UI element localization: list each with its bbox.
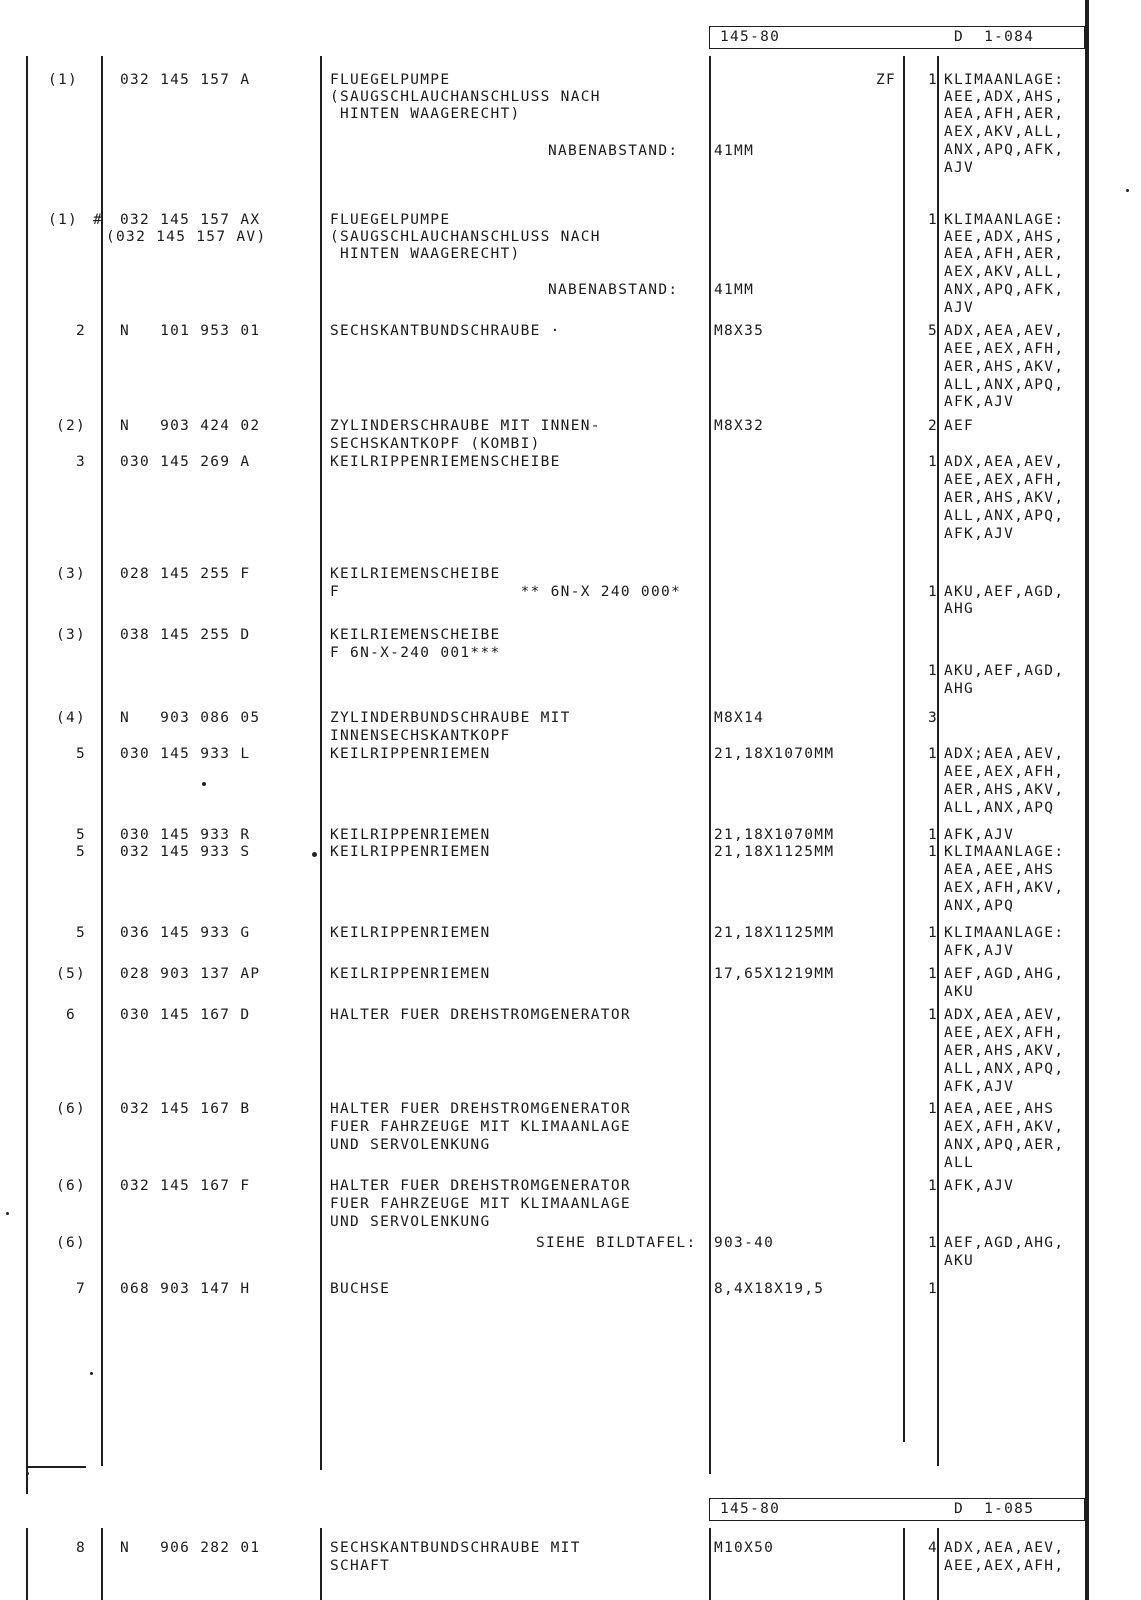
remark-line: AEA,AEE,AHS <box>944 1101 1055 1117</box>
part-number: 030 145 269 A <box>120 454 251 470</box>
quantity: 1 <box>928 454 939 470</box>
remark-line: ADX,AEA,AEV, <box>944 454 1065 470</box>
remark-line: ALL,ANX,APQ, <box>944 1061 1065 1077</box>
part-number: 032 145 933 S <box>120 844 251 860</box>
quantity: 1 <box>928 1101 939 1117</box>
quantity: 1 <box>928 584 939 600</box>
remark-line: AEA,AFH,AER, <box>944 106 1065 122</box>
remark-line: ALL,ANX,APQ <box>944 800 1055 816</box>
quantity: 1 <box>928 1178 939 1194</box>
remark-line: ADX,AEA,AEV, <box>944 323 1065 339</box>
description-line: (SAUGSCHLAUCHANSCHLUSS NACH <box>330 229 601 245</box>
remark-line: ADX,AEA,AEV, <box>944 1007 1065 1023</box>
quantity: 1 <box>928 1007 939 1023</box>
column-divider <box>709 1528 711 1600</box>
remark-line: AFK,AJV <box>944 526 1015 542</box>
description-line: F ** 6N-X 240 000* <box>330 584 682 600</box>
remark-line: ALL <box>944 1155 975 1171</box>
remark-line: KLIMAANLAGE: <box>944 212 1065 228</box>
position-number: (2) <box>56 418 87 434</box>
remark-line: AHG <box>944 681 975 697</box>
description-line: KEILRIEMENSCHEIBE <box>330 566 501 582</box>
position-number: (6) <box>56 1235 87 1251</box>
remark-line: AEF <box>944 418 975 434</box>
part-number: 038 145 255 D <box>120 627 251 643</box>
remark-line: ALL,ANX,APQ, <box>944 377 1065 393</box>
page-header-bottom <box>709 1498 1085 1521</box>
section-bottom-border <box>26 1466 86 1468</box>
specification: 21,18X1125MM <box>714 844 835 860</box>
description-line: INNENSECHSKANTKOPF <box>330 728 511 744</box>
position-number: (3) <box>56 566 87 582</box>
description-line: HINTEN WAAGERECHT) <box>330 106 521 122</box>
part-number: 028 145 255 F <box>120 566 251 582</box>
description-line: ZYLINDERSCHRAUBE MIT INNEN- <box>330 418 601 434</box>
header-group-number: 145-80 <box>720 29 781 45</box>
scan-speck <box>90 1372 93 1375</box>
description-line: SECHSKANTBUNDSCHRAUBE · <box>330 323 561 339</box>
page-header-top <box>709 26 1085 49</box>
specification: 903-40 <box>714 1235 775 1251</box>
quantity: 1 <box>928 746 939 762</box>
column-divider <box>937 1528 939 1600</box>
quantity: 1 <box>928 827 939 843</box>
remark-line: KLIMAANLAGE: <box>944 844 1065 860</box>
description-line: NABENABSTAND: <box>548 282 679 298</box>
column-divider <box>26 1528 28 1600</box>
description-line: HALTER FUER DREHSTROMGENERATOR <box>330 1178 631 1194</box>
remark-line: AFK,AJV <box>944 394 1015 410</box>
quantity: 1 <box>928 1281 939 1297</box>
position-number: (1) <box>48 72 79 88</box>
quantity: 2 <box>928 418 939 434</box>
part-number: N 903 424 02 <box>120 418 261 434</box>
remark-line: AEE,AEX,AFH, <box>944 1025 1065 1041</box>
remark-line: AFK,AJV <box>944 1079 1015 1095</box>
column-divider <box>709 56 711 1474</box>
remark-line: AEF,AGD,AHG, <box>944 1235 1065 1251</box>
remark-line: AKU <box>944 1253 975 1269</box>
specification: M10X50 <box>714 1540 775 1556</box>
part-number: 030 145 933 R <box>120 827 251 843</box>
remark-line: AEE,ADX,AHS, <box>944 229 1065 245</box>
remark-line: KLIMAANLAGE: <box>944 925 1065 941</box>
quantity: 1 <box>928 844 939 860</box>
specification: 21,18X1070MM <box>714 827 835 843</box>
column-divider <box>903 1528 905 1600</box>
description-line: SECHSKANTBUNDSCHRAUBE MIT <box>330 1540 581 1556</box>
part-number: 036 145 933 G <box>120 925 251 941</box>
description-line: SCHAFT <box>330 1558 391 1574</box>
part-number: 032 145 167 F <box>120 1178 251 1194</box>
header-page-number: D 1-085 <box>954 1501 1035 1517</box>
position-number: 5 <box>76 746 87 762</box>
remark-line: AEX,AFH,AKV, <box>944 880 1065 896</box>
part-number: 030 145 933 L <box>120 746 251 762</box>
remark-line: AEX,AKV,ALL, <box>944 264 1065 280</box>
description-line: KEILRIPPENRIEMEN <box>330 746 491 762</box>
quantity: 1 <box>928 1235 939 1251</box>
scan-speck <box>26 1472 29 1475</box>
position-number: 2 <box>76 323 87 339</box>
remark-line: AFK,AJV <box>944 827 1015 843</box>
remark-line: AFK,AJV <box>944 1178 1015 1194</box>
remark-line: AER,AHS,AKV, <box>944 782 1065 798</box>
description-line: HINTEN WAAGERECHT) <box>330 246 521 262</box>
description-line: FUER FAHRZEUGE MIT KLIMAANLAGE <box>330 1119 631 1135</box>
specification: 17,65X1219MM <box>714 966 835 982</box>
remark-line: ANX,APQ,AFK, <box>944 142 1065 158</box>
quantity: 1 <box>928 72 939 88</box>
part-number: N 101 953 01 <box>120 323 261 339</box>
remark-line: AEE,ADX,AHS, <box>944 89 1065 105</box>
scan-speck <box>312 852 317 857</box>
specification: M8X35 <box>714 323 765 339</box>
quantity: 1 <box>928 212 939 228</box>
description-line: KEILRIPPENRIEMEN <box>330 925 491 941</box>
position-number: (3) <box>56 627 87 643</box>
position-number: 5 <box>76 925 87 941</box>
position-number: 3 <box>76 454 87 470</box>
scan-speck <box>6 1212 9 1215</box>
remark-line: ADX,AEA,AEV, <box>944 1540 1065 1556</box>
remark-line: KLIMAANLAGE: <box>944 72 1065 88</box>
remark-line: AEX,AKV,ALL, <box>944 124 1065 140</box>
specification: 21,18X1125MM <box>714 925 835 941</box>
position-number: (5) <box>56 966 87 982</box>
description-line: ZYLINDERBUNDSCHRAUBE MIT <box>330 710 571 726</box>
quantity: 1 <box>928 966 939 982</box>
specification: 8,4X18X19,5 <box>714 1281 825 1297</box>
remark-line: AER,AHS,AKV, <box>944 359 1065 375</box>
description-line: KEILRIPPENRIEMEN <box>330 844 491 860</box>
column-divider <box>101 56 103 1466</box>
position-number: (6) <box>56 1101 87 1117</box>
remark-line: AEA,AFH,AER, <box>944 246 1065 262</box>
quantity: 1 <box>928 925 939 941</box>
description-line: KEILRIEMENSCHEIBE <box>330 627 501 643</box>
position-number: (4) <box>56 710 87 726</box>
remark-line: AHG <box>944 601 975 617</box>
manufacturer-code: ZF <box>876 72 897 88</box>
description-line: KEILRIPPENRIEMENSCHEIBE <box>330 454 561 470</box>
remark-line: AEA,AEE,AHS <box>944 862 1055 878</box>
position-number: (6) <box>56 1178 87 1194</box>
description-line: HALTER FUER DREHSTROMGENERATOR <box>330 1007 631 1023</box>
description-line: FUER FAHRZEUGE MIT KLIMAANLAGE <box>330 1196 631 1212</box>
part-number: 030 145 167 D <box>120 1007 251 1023</box>
position-number: 8 <box>76 1540 87 1556</box>
remark-line: AFK,AJV <box>944 943 1015 959</box>
remark-line: AEX,AFH,AKV, <box>944 1119 1065 1135</box>
remark-line: AEF,AGD,AHG, <box>944 966 1065 982</box>
position-number: 6 <box>66 1007 77 1023</box>
remark-line: AER,AHS,AKV, <box>944 490 1065 506</box>
column-divider <box>903 56 905 1442</box>
header-page-number: D 1-084 <box>954 29 1035 45</box>
remark-line: AKU,AEF,AGD, <box>944 584 1065 600</box>
remark-line: AER,AHS,AKV, <box>944 1043 1065 1059</box>
description-line: UND SERVOLENKUNG <box>330 1137 491 1153</box>
part-number: 028 903 137 AP <box>120 966 261 982</box>
part-number: 032 145 157 A <box>120 72 251 88</box>
part-number: 032 145 157 AX <box>120 212 261 228</box>
specification: 41MM <box>714 282 755 298</box>
description-line: KEILRIPPENRIEMEN <box>330 827 491 843</box>
column-divider <box>320 56 322 1470</box>
remark-line: AJV <box>944 160 975 176</box>
part-number: 068 903 147 H <box>120 1281 251 1297</box>
remark-line: ANX,APQ,AER, <box>944 1137 1065 1153</box>
remark-line: AEE,AEX,AFH, <box>944 472 1065 488</box>
remark-line: AJV <box>944 300 975 316</box>
remark-line: AEE,AEX,AFH, <box>944 341 1065 357</box>
description-line: (SAUGSCHLAUCHANSCHLUSS NACH <box>330 89 601 105</box>
part-number: N 903 086 05 <box>120 710 261 726</box>
description-line: FLUEGELPUMPE <box>330 72 451 88</box>
description-line: NABENABSTAND: <box>548 143 679 159</box>
description-line: KEILRIPPENRIEMEN <box>330 966 491 982</box>
position-number: 5 <box>76 827 87 843</box>
position-number: 5 <box>76 844 87 860</box>
remark-line: AKU,AEF,AGD, <box>944 663 1065 679</box>
remark-line: ANX,APQ,AFK, <box>944 282 1065 298</box>
remark-line: AEE,AEX,AFH, <box>944 764 1065 780</box>
specification: M8X14 <box>714 710 765 726</box>
position-number: (1) <box>48 212 79 228</box>
header-group-number: 145-80 <box>720 1501 781 1517</box>
description-line: SECHSKANTKOPF (KOMBI) <box>330 436 541 452</box>
scan-speck <box>1126 189 1129 192</box>
description-line: UND SERVOLENKUNG <box>330 1214 491 1230</box>
specification: 21,18X1070MM <box>714 746 835 762</box>
column-divider <box>101 1528 103 1600</box>
change-mark: # <box>93 212 104 228</box>
description-line: FLUEGELPUMPE <box>330 212 451 228</box>
position-number: 7 <box>76 1281 87 1297</box>
description-line: F 6N-X-240 001*** <box>330 645 501 661</box>
scan-speck <box>202 782 206 786</box>
part-number: N 906 282 01 <box>120 1540 261 1556</box>
page-right-edge <box>1085 0 1089 1600</box>
part-number: 032 145 167 B <box>120 1101 251 1117</box>
remark-line: AEE,AEX,AFH, <box>944 1558 1065 1574</box>
quantity: 5 <box>928 323 939 339</box>
description-line: SIEHE BILDTAFEL: <box>536 1235 697 1251</box>
description-line: BUCHSE <box>330 1281 391 1297</box>
remark-line: ALL,ANX,APQ, <box>944 508 1065 524</box>
remark-line: AKU <box>944 984 975 1000</box>
specification: 41MM <box>714 143 755 159</box>
description-line: HALTER FUER DREHSTROMGENERATOR <box>330 1101 631 1117</box>
quantity: 3 <box>928 710 939 726</box>
part-number-alternate: (032 145 157 AV) <box>106 229 267 245</box>
quantity: 4 <box>928 1540 939 1556</box>
column-divider <box>320 1528 322 1600</box>
quantity: 1 <box>928 663 939 679</box>
specification: M8X32 <box>714 418 765 434</box>
remark-line: ADX;AEA,AEV, <box>944 746 1065 762</box>
column-divider <box>26 56 28 1494</box>
remark-line: ANX,APQ <box>944 898 1015 914</box>
